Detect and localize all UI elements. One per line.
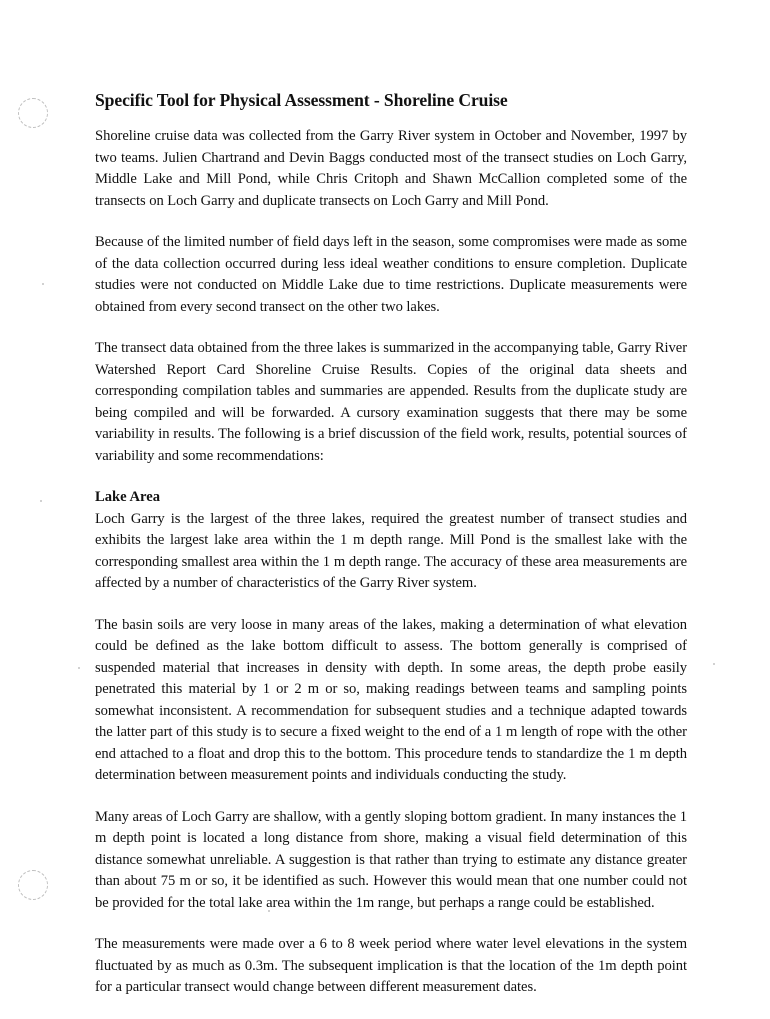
scan-speck [713,663,715,665]
lake-area-paragraph-2: The basin soils are very loose in many areas of the lakes, making a determination of what elevation could be defined as the lake bottom difficult to assess. The bottom generally is comprised of suspended material that increases in density with depth. In some areas, the depth probe easily penetrated this material by 1 or 2 m or so, making readings between teams and sampling points somewhat inconsistent. A recommendation for subsequent studies and a technique adapted towards the latter part of this study is to secure a fixed weight to the end of a 1 m length of rope with the other end attached to a float and drop this to the bottom. This procedure tends to standardize the 1 m depth determination between measurement points and individuals conducting the study. [95,616,687,783]
hole-punch-mark-bottom [18,870,48,900]
hole-punch-mark-top [18,98,48,128]
intro-paragraph-3: The transect data obtained from the three lakes is summarized in the accompanying table, Garry River Watershed Report Card Shoreline Cruise Results. Copies of the original data sheets and corresponding compilation tables and summaries are appended. Results from the duplicate study are being compiled and will be forwarded. A cursory examination suggests that there may be some variability in results. The following is a brief discussion of the field work, results, potential sources of variability and some recommendations: [95,340,687,464]
document-body [95,88,687,1019]
lake-area-paragraph-1: Loch Garry is the largest of the three lakes, required the greatest number of transect studies and exhibits the largest lake area within the 1 m depth range. Mill Pond is the smallest lake with the corresponding smallest area within the 1 m depth range. The accuracy of these area measurements are affected by a number of characteristics of the Garry River system. [95,510,687,591]
lake-area-paragraph-4: The measurements were made over a 6 to 8 week period where water level elevations in the system fluctuated by as much as 0.3m. The subsequent implication is that the location of the 1m depth point for a particular transect would change between different measurement dates. [95,936,687,995]
scan-speck [40,500,42,502]
intro-paragraph-2: Because of the limited number of field days left in the season, some compromises were made as some of the data collection occurred during less ideal weather conditions to ensure completion. Duplicate studies were not conducted on Middle Lake due to time restrictions. Duplicate measurements were obtained from every second transect on the other two lakes. [95,234,687,315]
lake-area-paragraph-3: Many areas of Loch Garry are shallow, with a gently sloping bottom gradient. In many instances the 1 m depth point is located a long distance from shore, making a visual field determination of this distance somewhat unreliable. A suggestion is that rather than trying to estimate any distance greater than about 75 m or so, it be identified as such. However this would mean that one number could not be provided for the total lake area within the 1m range, but perhaps a range could be established. [95,808,687,911]
scan-speck [78,667,80,669]
scan-speck [42,283,44,285]
section-heading-lake-area: Lake Area [95,489,160,505]
document-title: Specific Tool for Physical Assessment - Shoreline Cruise [95,90,508,110]
intro-paragraph-1: Shoreline cruise data was collected from the Garry River system in October and November, 1997 by two teams. Julien Chartrand and Devin Baggs conducted most of the transect studies on Loch Garry, Middle Lake and Mill Pond, while Chris Critoph and Shawn McCallion completed some of the transects on Loch Garry and duplicate transects on Loch Garry and Mill Pond. [95,128,687,209]
